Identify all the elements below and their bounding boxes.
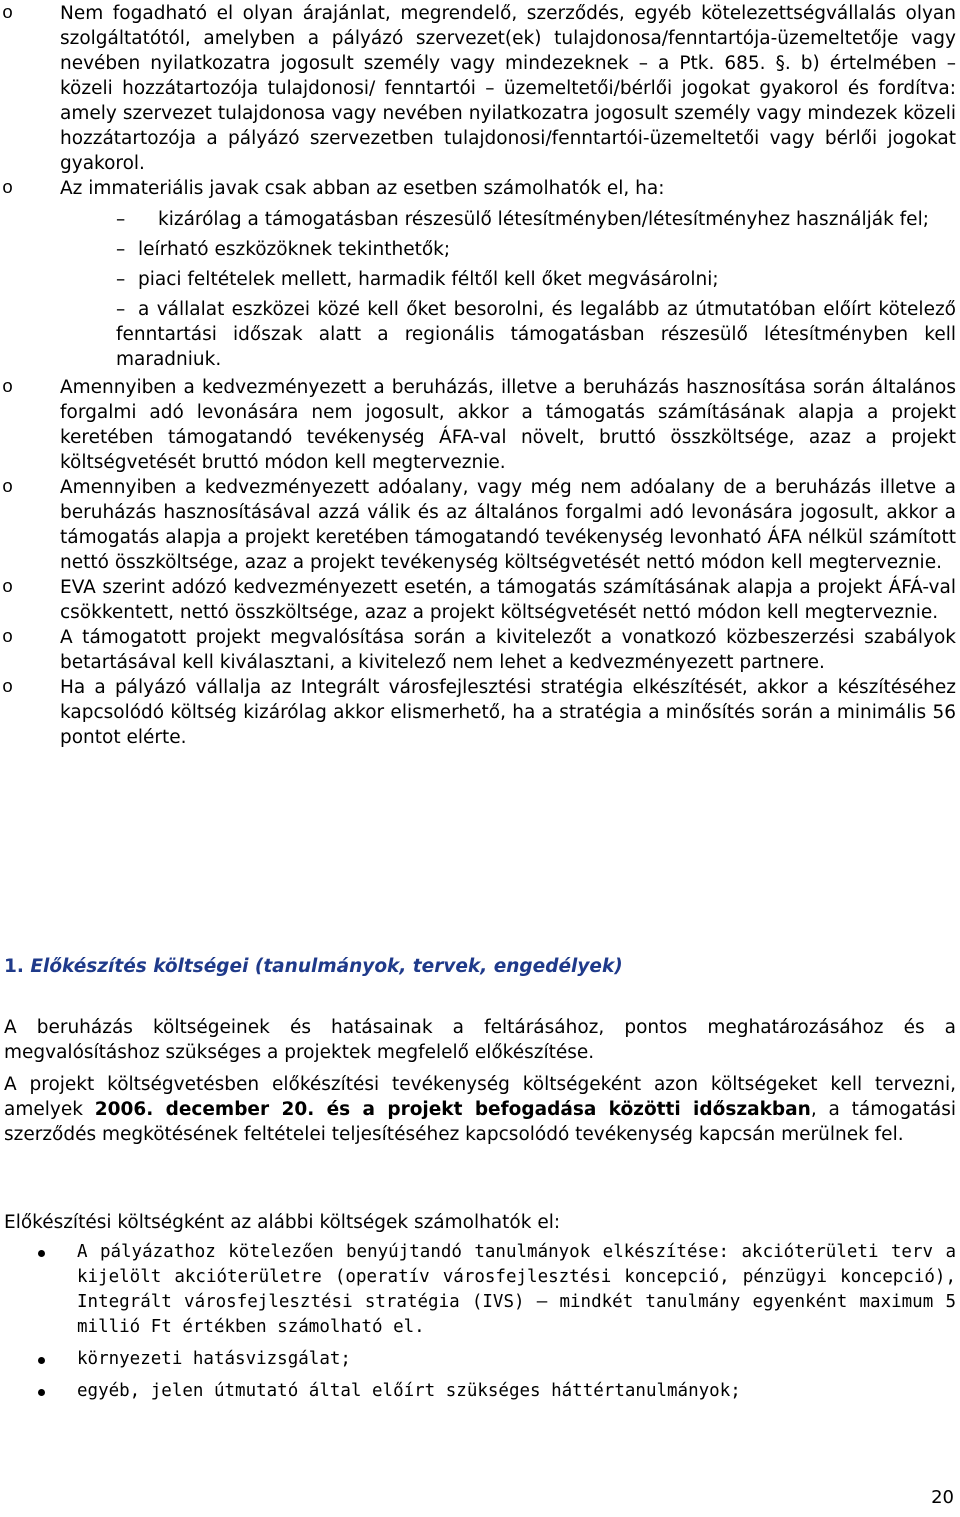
section-title: Előkészítés költségei (tanulmányok, tervek, engedélyek) <box>30 956 623 977</box>
dash-marker: – <box>116 239 126 260</box>
dash-item-text: kizárólag a támogatásban részesülő létesítményben/létesítményhez használják fel; <box>158 209 929 230</box>
list-item-text: környezeti hatásvizsgálat; <box>77 1349 351 1369</box>
dash-item-text: leírható eszközöknek tekinthetők; <box>138 239 451 260</box>
section-number: 1. <box>4 956 24 977</box>
list-item-text: Amennyiben a kedvezményezett a beruházás, illetve a beruházás hasznosítása során általános forgalmi adó levonására nem jogosult, akkor a támogatás számításának alapja a projekt keretében támogatandó tevékenység ÁFA-val növelt, bruttó összköltsége, azaz a projekt költségvetését bruttó módon kell megterveznie. <box>60 377 956 473</box>
bullet-dot <box>38 1250 45 1257</box>
dash-item <box>60 207 956 232</box>
paragraph: Előkészítési költségként az alábbi költségek számolhatók el: <box>4 1212 561 1233</box>
dash-item-text: piaci feltételek mellett, harmadik féltől kell őket megvásárolni; <box>138 269 719 290</box>
list-item <box>0 375 960 475</box>
bold-date: 2006. december 20. <box>94 1099 315 1120</box>
list-item-text: egyéb, jelen útmutató által előírt szükséges háttértanulmányok; <box>77 1381 741 1401</box>
list-item-text: A támogatott projekt megvalósítása során a kivitelezőt a vonatkozó közbeszerzési szabályok betartásával kell kiválasztani, a kivitelező nem lehet a kedvezményezett partnere. <box>60 627 956 673</box>
bullet-o: o <box>2 377 14 398</box>
list-item-text: Ha a pályázó vállalja az Integrált városfejlesztési stratégia elkészítését, akkor a készítéséhez kapcsolódó költség kizárólag akkor elismerhető, ha a stratégia a minősítés során a minimális 56 pontot elérte. <box>60 677 956 748</box>
cost-items-list <box>0 1240 960 1410</box>
dash-marker: – <box>116 209 126 230</box>
list-item <box>0 675 960 750</box>
section-heading <box>4 956 623 977</box>
bullet-dot <box>38 1389 45 1396</box>
list-item-text: Nem fogadható el olyan árajánlat, megrendelő, szerződés, egyéb kötelezettségvállalás olyan szolgáltatótól, amelyben a pályázó szervezet(ek) tulajdonosa/fenntartója-üzemeltetője vagy nevében nyilatkozatra jogosult személy vagy mindezeknek – a Ptk. 685. §. b) értelmében – közeli hozzátartozója tulajdonosi/ fenntartói – üzemeltetői/bérlői jogokat gyakorol és fordítva: amely szervezet tulajdonosa vagy nevében nyilatkozatra jogosult személy vagy mindezek közeli hozzátartozója a pályázó szervezetben tulajdonosi/fenntartói-üzemeltetői vagy bérlői jogokat gyakorol. <box>60 3 956 174</box>
list-item <box>0 1240 960 1340</box>
list-item-text: EVA szerint adózó kedvezményezett esetén, a támogatás számításának alapja a projekt ÁFÁ-val csökkentett, nettó összköltsége, azaz a projekt költségvetését nettó módon kell megterveznie. <box>60 577 956 623</box>
dash-item <box>60 297 956 372</box>
list-item <box>0 625 960 675</box>
paragraph-text: , a támogatási szerződés megkötésének feltételei teljesítéséhez kapcsolódó tevékenység kapcsán merülnek fel. <box>4 1099 957 1145</box>
bullet-o: o <box>2 178 14 199</box>
dash-marker: – <box>116 299 126 320</box>
paragraph <box>4 1072 956 1147</box>
bullet-o: o <box>2 477 14 498</box>
intangible-conditions-list <box>60 207 956 372</box>
bullet-o: o <box>2 577 14 598</box>
bullet-o: o <box>2 3 14 24</box>
bullet-o: o <box>2 677 14 698</box>
list-item-text: A pályázathoz kötelezően benyújtandó tanulmányok elkészítése: akcióterületi terv a kijelölt akcióterületre (operatív városfejlesztési koncepció, pénzügyi koncepció), Integrált városfejlesztési stratégia (IVS) – mindkét tanulmány egyenként maximum 5 millió Ft értékben számolható el. <box>77 1242 956 1337</box>
list-item <box>0 475 960 575</box>
paragraph: A beruházás költségeinek és hatásainak a feltárásához, pontos meghatározásához és a megvalósításhoz szükséges a projektek megfelelő előkészítése. <box>4 1017 956 1063</box>
bullet-o: o <box>2 627 14 648</box>
list-item-text: Amennyiben a kedvezményezett adóalany, vagy még nem adóalany de a beruházás illetve a beruházás hasznosításával azzá válik és az általános forgalmi adó levonására jogosult, akkor a támogatás alapja a projekt keretében támogatandó tevékenység levonható ÁFA nélkül számított nettó összköltsége, azaz a projekt tevékenység költségvetését nettó módon kell megterveznie. <box>60 477 956 573</box>
requirements-list <box>0 0 960 750</box>
bullet-dot <box>38 1357 45 1364</box>
list-item <box>0 575 960 625</box>
list-item <box>0 1379 960 1404</box>
dash-item <box>60 267 956 292</box>
dash-item-text: a vállalat eszközei közé kell őket besorolni, és legalább az útmutatóban előírt kötelező fenntartási időszak alatt a regionális támogatásban részesülő létesítményben kell maradniuk. <box>116 299 956 370</box>
page-number: 20 <box>931 1487 954 1508</box>
list-item-text: Az immateriális javak csak abban az esetben számolhatók el, ha: <box>60 178 665 199</box>
list-item <box>0 176 960 372</box>
dash-item <box>60 237 956 262</box>
paragraph-text: A projekt költségvetésben előkészítési tevékenység költségeként azon költségeket kell tervezni, amelyek <box>4 1074 956 1120</box>
bold-text: és a projekt befogadása közötti időszakban <box>314 1099 811 1120</box>
dash-marker: – <box>116 269 126 290</box>
list-item <box>0 1 960 176</box>
list-item <box>0 1347 960 1372</box>
